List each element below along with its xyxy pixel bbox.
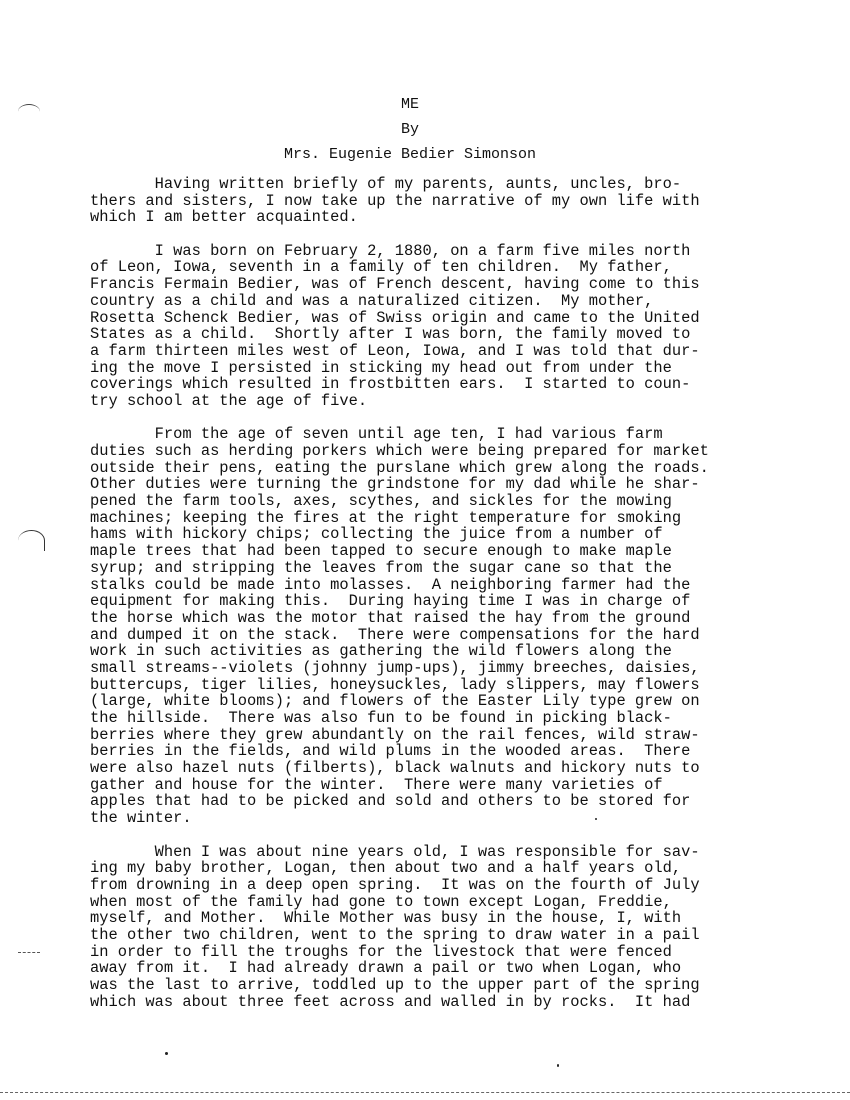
document-title: ME bbox=[400, 96, 419, 113]
text-line: (large, white blooms); and flowers of the Easter Lily type grew on bbox=[90, 692, 700, 711]
scan-speck bbox=[165, 1052, 168, 1055]
text-line: berries in the fields, and wild plums in the wooded areas. There bbox=[90, 742, 691, 761]
scan-mark bbox=[18, 952, 40, 963]
text-line: ing the move I persisted in sticking my head out from under the bbox=[90, 358, 672, 377]
text-line: duties such as herding porkers which were being prepared for market bbox=[90, 442, 709, 460]
text-line: berries where they grew abundantly on the rail fences, wild straw- bbox=[90, 725, 700, 744]
text-line: Francis Fermain Bedier, was of French descent, having come to this bbox=[90, 275, 700, 294]
text-line: Having written briefly of my parents, aunts, uncles, bro- bbox=[90, 175, 682, 193]
text-line: from drowning in a deep open spring. It was on the fourth of July bbox=[90, 875, 700, 894]
text-line: maple trees that had been tapped to secure enough to make maple bbox=[90, 542, 672, 561]
text-line: of Leon, Iowa, seventh in a family of ten children. My father, bbox=[90, 258, 672, 277]
document-header bbox=[0, 92, 820, 167]
text-line: outside their pens, eating the purslane which grew along the roads. bbox=[90, 458, 709, 477]
text-line: From the age of seven until age ten, I had various farm bbox=[90, 425, 663, 444]
text-line: I was born on February 2, 1880, on a farm five miles north bbox=[90, 241, 691, 260]
text-line: syrup; and stripping the leaves from the sugar cane so that the bbox=[90, 558, 672, 577]
document-body bbox=[90, 176, 770, 1027]
scan-mark bbox=[18, 530, 45, 551]
text-line: in order to fill the troughs for the livestock that were fenced bbox=[90, 942, 672, 961]
text-line: which was about three feet across and walled in by rocks. It had bbox=[90, 992, 691, 1011]
text-line: away from it. I had already drawn a pail or two when Logan, who bbox=[90, 959, 682, 978]
paragraph bbox=[90, 243, 770, 410]
text-line: buttercups, tiger lilies, honeysuckles, lady slippers, may flowers bbox=[90, 675, 700, 694]
text-line: small streams--violets (johnny jump-ups), jimmy breeches, daisies, bbox=[90, 658, 700, 677]
text-line: try school at the age of five. bbox=[90, 391, 368, 410]
text-line: Rosetta Schenck Bedier, was of Swiss origin and came to the United bbox=[90, 308, 700, 327]
text-line: the hillside. There was also fun to be found in picking black- bbox=[90, 709, 672, 727]
scan-speck bbox=[557, 1064, 559, 1067]
text-line: and dumped it on the stack. There were compensations for the hard bbox=[90, 625, 700, 644]
text-line: ing my baby brother, Logan, then about two and a half years old, bbox=[90, 859, 682, 878]
text-line: the winter. bbox=[90, 809, 192, 828]
text-line: coverings which resulted in frostbitten ears. I started to coun- bbox=[90, 375, 691, 394]
text-line: machines; keeping the fires at the right temperature for smoking bbox=[90, 508, 682, 527]
scan-edge bbox=[0, 1092, 850, 1093]
author-name: Mrs. Eugenie Bedier Simonson bbox=[283, 146, 537, 163]
text-line: were also hazel nuts (filberts), black walnuts and hickory nuts to bbox=[90, 759, 700, 778]
text-line: country as a child and was a naturalized citizen. My mother, bbox=[90, 291, 654, 310]
text-line: when most of the family had gone to town except Logan, Freddie, bbox=[90, 892, 672, 911]
text-line: States as a child. Shortly after I was born, the family moved to bbox=[90, 325, 691, 344]
text-line: When I was about nine years old, I was responsible for sav- bbox=[90, 842, 700, 861]
paragraph bbox=[90, 426, 770, 827]
text-line: was the last to arrive, toddled up to the upper part of the spring bbox=[90, 976, 700, 994]
byline-label: By bbox=[400, 121, 419, 138]
text-line: the other two children, went to the spring to draw water in a pail bbox=[90, 925, 700, 944]
paragraph bbox=[90, 844, 770, 1011]
text-line: gather and house for the winter. There were many varieties of bbox=[90, 775, 663, 794]
text-line: thers and sisters, I now take up the narrative of my own life with bbox=[90, 191, 700, 210]
text-line: pened the farm tools, axes, scythes, and sickles for the mowing bbox=[90, 492, 672, 511]
text-line: a farm thirteen miles west of Leon, Iowa, and I was told that dur- bbox=[90, 341, 700, 360]
text-line: work in such activities as gathering the wild flowers along the bbox=[90, 642, 672, 661]
text-line: myself, and Mother. While Mother was busy in the house, I, with bbox=[90, 909, 682, 928]
text-line: stalks could be made into molasses. A neighboring farmer had the bbox=[90, 575, 691, 594]
text-line: Other duties were turning the grindstone for my dad while he shar- bbox=[90, 475, 700, 494]
paragraph bbox=[90, 176, 770, 226]
text-line: hams with hickory chips; collecting the juice from a number of bbox=[90, 525, 663, 544]
text-line: which I am better acquainted. bbox=[90, 208, 358, 227]
text-line: equipment for making this. During haying time I was in charge of bbox=[90, 592, 691, 611]
text-line: the horse which was the motor that raised the hay from the ground bbox=[90, 608, 691, 627]
text-line: apples that had to be picked and sold and others to be stored for bbox=[90, 792, 691, 811]
